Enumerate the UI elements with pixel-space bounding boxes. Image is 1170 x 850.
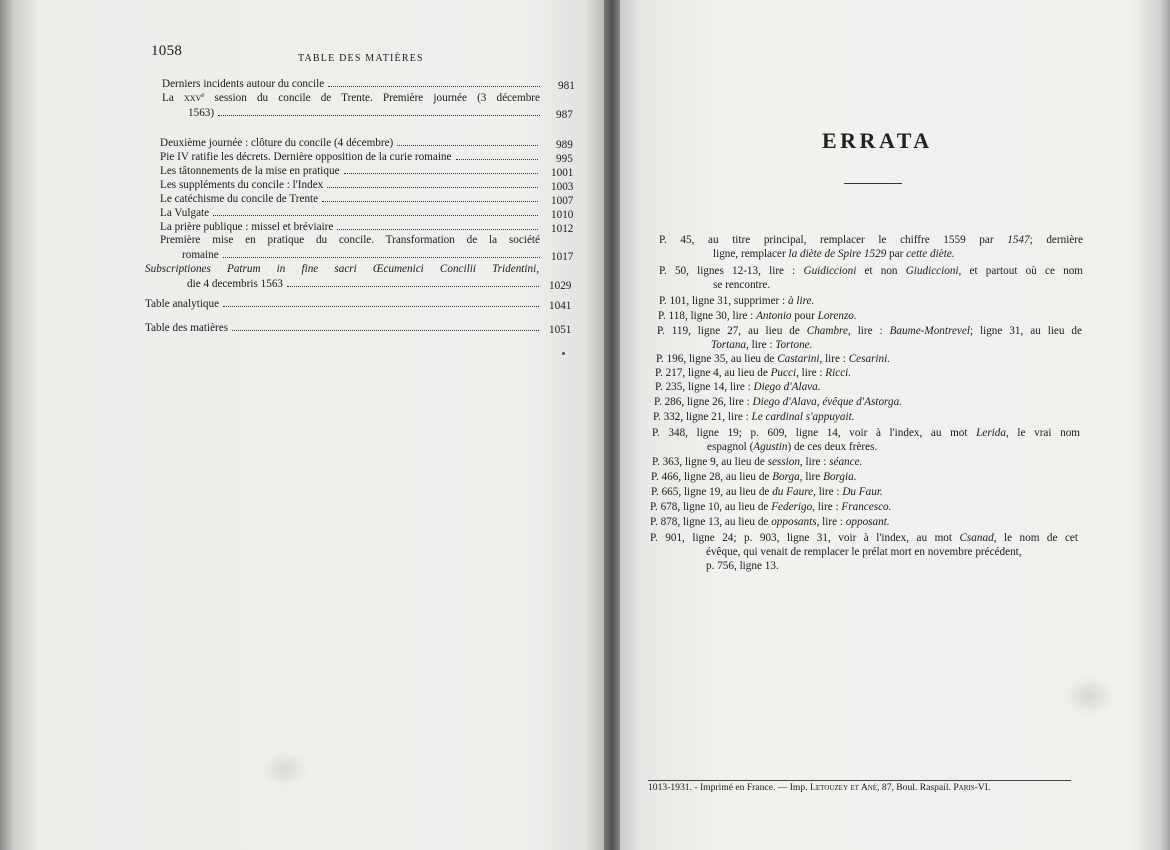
dot-leader bbox=[327, 177, 538, 188]
toc-entry-text: 1563) bbox=[188, 107, 215, 119]
toc-page-number: 1001 bbox=[551, 167, 574, 179]
toc-page-number: 995 bbox=[556, 153, 573, 165]
toc-entry bbox=[162, 76, 540, 91]
toc-entry bbox=[160, 135, 538, 150]
dot-leader bbox=[344, 163, 538, 174]
toc-entry bbox=[162, 91, 540, 120]
toc-page-number: 1041 bbox=[549, 300, 572, 312]
toc-entry bbox=[160, 149, 538, 164]
errata-line: P. 678, ligne 10, au lieu de Federigo, lire : Francesco. bbox=[650, 501, 892, 513]
imprint-line: 1013-1931. - Imprimé en France. — Imp. Letouzey et Ané, 87, Boul. Raspail. Paris-VI. bbox=[648, 782, 991, 793]
errata-line: P. 466, ligne 28, au lieu de Borga, lire Borgia. bbox=[651, 471, 857, 483]
toc-entry-text: La xxv$^e$ session du concile de Trente. Première journée (3 décembre bbox=[162, 91, 540, 104]
errata-line: P. 348, ligne 19; p. 609, ligne 14, voir à l'index, au mot Lerida, le vrai nom bbox=[652, 427, 1080, 439]
title-rule bbox=[844, 183, 902, 184]
toc-page-number: 1029 bbox=[549, 280, 572, 292]
errata-line: P. 217, ligne 4, au lieu de Pucci, lire : Ricci. bbox=[655, 367, 852, 379]
toc-entry-text: Le catéchisme du concile de Trente bbox=[160, 193, 319, 205]
toc-entry bbox=[145, 296, 539, 311]
errata-line: P. 235, ligne 14, lire : Diego d'Alava. bbox=[655, 381, 821, 393]
toc-page-number: 1003 bbox=[551, 181, 574, 193]
toc-page-number: 1010 bbox=[551, 209, 574, 221]
errata-line: P. 101, ligne 31, supprimer : à lire. bbox=[659, 295, 815, 307]
ink-speck bbox=[562, 352, 565, 355]
errata-line: P. 119, ligne 27, au lieu de Chambre, lire : Baume-Montrevel; ligne 31, au lieu de bbox=[657, 325, 1082, 337]
toc-page-number: 1051 bbox=[549, 324, 572, 336]
toc-page-number: 1007 bbox=[551, 195, 574, 207]
dot-leader bbox=[223, 296, 539, 307]
toc-entry bbox=[160, 163, 538, 178]
errata-line: p. 756, ligne 13. bbox=[706, 560, 779, 572]
toc-page-number: 987 bbox=[556, 109, 573, 121]
book-gutter bbox=[604, 0, 620, 850]
errata-line: P. 50, lignes 12-13, lire : Guidiccioni et non Giudiccioni, et partout où ce nom bbox=[659, 265, 1084, 277]
toc-page-number: 1012 bbox=[551, 223, 574, 235]
errata-line: P. 901, ligne 24; p. 903, ligne 31, voir à l'index, au mot Csanad, le nom de cet bbox=[650, 532, 1078, 544]
toc-entry bbox=[145, 262, 539, 291]
toc-entry-text: Deuxième journée : clôture du concile (4 décembre) bbox=[160, 137, 394, 149]
page-number: 1058 bbox=[151, 43, 183, 59]
errata-line: P. 332, ligne 21, lire : Le cardinal s'appuyait. bbox=[653, 411, 855, 423]
toc-entry-text: Les suppléments du concile : l'Index bbox=[160, 179, 324, 191]
dot-leader bbox=[287, 276, 539, 287]
errata-line: Tortana, lire : Tortone. bbox=[711, 339, 813, 351]
errata-line: P. 45, au titre principal, remplacer le chiffre 1559 par 1547; dernière bbox=[659, 234, 1083, 246]
paper-smudge bbox=[1064, 676, 1114, 716]
toc-entry-text: die 4 decembris 1563 bbox=[187, 278, 284, 290]
dot-leader bbox=[337, 219, 538, 230]
errata-line: P. 878, ligne 13, au lieu de opposants, lire : opposant. bbox=[650, 516, 890, 528]
dot-leader bbox=[218, 105, 540, 116]
dot-leader bbox=[223, 247, 540, 258]
paper-smudge bbox=[262, 752, 308, 786]
toc-entry bbox=[160, 205, 538, 220]
toc-entry-text: Pie IV ratifie les décrets. Dernière opposition de la curie romaine bbox=[160, 151, 452, 163]
toc-entry-text: Table des matières bbox=[145, 322, 229, 334]
dot-leader bbox=[213, 205, 538, 216]
dot-leader bbox=[232, 320, 539, 331]
toc-entry-text: Les tâtonnements de la mise en pratique bbox=[160, 165, 340, 177]
toc-entry-text: Première mise en pratique du concile. Transformation de la société bbox=[160, 234, 540, 246]
dot-leader bbox=[397, 135, 538, 146]
toc-entry bbox=[160, 219, 538, 234]
errata-line: ligne, remplacer la diète de Spire 1529 par cette diète. bbox=[713, 248, 955, 260]
imprint-rule bbox=[648, 780, 1071, 781]
running-head: TABLE DES MATIÈRES bbox=[298, 53, 424, 64]
errata-line: espagnol (Agustin) de ces deux frères. bbox=[707, 441, 878, 453]
toc-entry-text: romaine bbox=[182, 249, 219, 261]
toc-entry-text: La prière publique : missel et bréviaire bbox=[160, 221, 334, 233]
toc-entry bbox=[145, 320, 539, 335]
errata-line: P. 286, ligne 26, lire : Diego d'Alava, évêque d'Astorga. bbox=[654, 396, 902, 408]
toc-entry-text: La Vulgate bbox=[160, 207, 210, 219]
errata-line: évêque, qui venait de remplacer le prélat mort en novembre précédent, bbox=[706, 546, 1022, 558]
errata-line: P. 196, ligne 35, au lieu de Castarini, lire : Cesarini. bbox=[656, 353, 891, 365]
toc-page-number: 981 bbox=[558, 80, 575, 92]
errata-line: P. 665, ligne 19, au lieu de du Faure, lire : Du Faur. bbox=[651, 486, 883, 498]
toc-entry-text: Table analytique bbox=[145, 298, 220, 310]
toc-entry-text: Subscriptiones Patrum in fine sacri Œcumenici Concilii Tridentini, bbox=[145, 263, 539, 275]
toc-page-number: 1017 bbox=[551, 251, 574, 263]
dot-leader bbox=[328, 76, 540, 87]
toc-page-number: 989 bbox=[556, 139, 573, 151]
errata-line: P. 118, ligne 30, lire : Antonio pour Lorenzo. bbox=[658, 310, 857, 322]
dot-leader bbox=[322, 191, 538, 202]
toc-entry bbox=[160, 233, 540, 262]
toc-entry-text: Derniers incidents autour du concile bbox=[162, 78, 325, 90]
errata-line: P. 363, ligne 9, au lieu de session, lire : séance. bbox=[652, 456, 863, 468]
errata-title: ERRATA bbox=[822, 128, 933, 153]
toc-entry bbox=[160, 191, 538, 206]
dot-leader bbox=[456, 149, 539, 160]
toc-entry bbox=[160, 177, 538, 192]
errata-line: se rencontre. bbox=[713, 279, 771, 291]
